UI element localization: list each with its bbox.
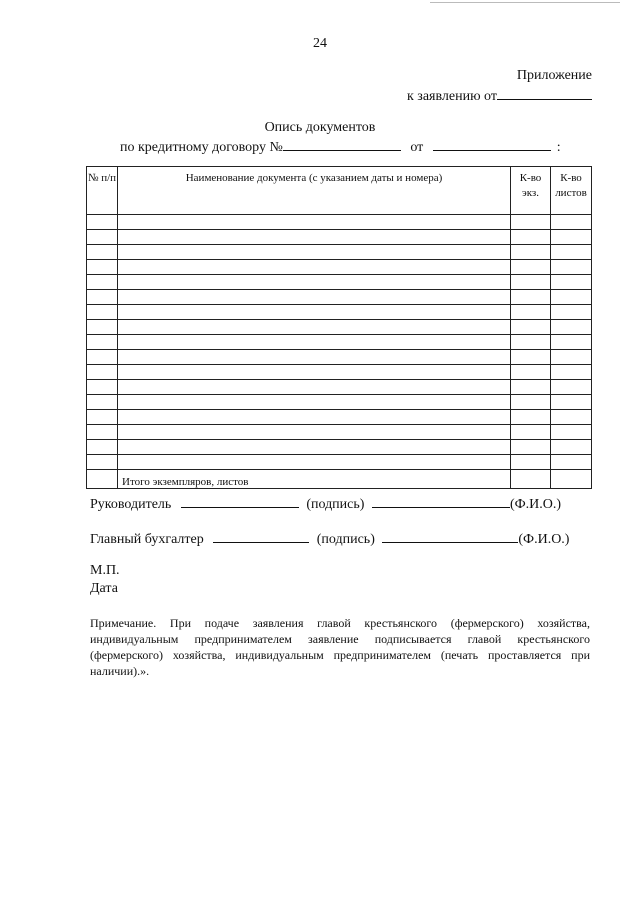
table-cell[interactable] — [118, 455, 511, 470]
table-cell[interactable] — [87, 245, 118, 260]
table-row — [87, 350, 592, 365]
table-cell[interactable] — [551, 455, 592, 470]
head-signature-field[interactable] — [181, 495, 299, 508]
table-cell[interactable] — [118, 425, 511, 440]
table-cell[interactable] — [87, 335, 118, 350]
table-row — [87, 215, 592, 230]
appendix-reference — [407, 87, 592, 105]
head-signature-caption: (подпись) — [306, 497, 365, 512]
accountant-label: Главный бухгалтер — [90, 532, 204, 547]
table-cell[interactable] — [511, 365, 551, 380]
table-cell[interactable] — [118, 290, 511, 305]
contract-date-field[interactable] — [433, 138, 551, 151]
table-cell[interactable] — [118, 305, 511, 320]
table-cell[interactable] — [118, 395, 511, 410]
table-cell[interactable] — [87, 230, 118, 245]
appendix-reference-text: к заявлению от — [407, 89, 497, 104]
table-row — [87, 380, 592, 395]
table-cell[interactable] — [551, 230, 592, 245]
table-cell[interactable] — [87, 395, 118, 410]
head-label: Руководитель — [90, 497, 172, 512]
table-cell[interactable] — [511, 260, 551, 275]
head-fio-caption: (Ф.И.О.) — [509, 497, 562, 512]
accountant-signature-field[interactable] — [213, 530, 309, 543]
accountant-fio-caption: (Ф.И.О.) — [518, 532, 570, 547]
page-number: 24 — [313, 36, 327, 51]
table-cell[interactable] — [511, 350, 551, 365]
table-cell[interactable] — [118, 230, 511, 245]
total-label: Итого экземпляров, листов — [118, 470, 511, 489]
total-row — [87, 470, 592, 489]
table-cell[interactable] — [551, 410, 592, 425]
table-cell[interactable] — [118, 365, 511, 380]
table-row — [87, 245, 592, 260]
contract-label: по кредитному договору № — [120, 140, 283, 155]
table-cell[interactable] — [118, 275, 511, 290]
table-cell[interactable] — [87, 380, 118, 395]
total-copies-cell[interactable] — [511, 470, 551, 489]
table-cell[interactable] — [511, 275, 551, 290]
table-cell[interactable] — [118, 260, 511, 275]
table-cell[interactable] — [511, 425, 551, 440]
table-cell[interactable] — [118, 245, 511, 260]
table-cell[interactable] — [118, 320, 511, 335]
table-row — [87, 305, 592, 320]
top-edge-line — [430, 2, 620, 3]
table-cell[interactable] — [511, 335, 551, 350]
document-subtitle — [120, 138, 561, 156]
table-cell[interactable] — [551, 290, 592, 305]
table-cell[interactable] — [511, 230, 551, 245]
table-cell[interactable] — [87, 440, 118, 455]
date-label: Дата — [90, 581, 118, 596]
table-cell[interactable] — [551, 380, 592, 395]
table-row — [87, 290, 592, 305]
accountant-signature-caption: (подпись) — [316, 532, 375, 547]
head-fio-field[interactable] — [372, 495, 510, 508]
table-cell[interactable] — [87, 425, 118, 440]
table-cell[interactable] — [551, 215, 592, 230]
table-cell[interactable] — [551, 320, 592, 335]
header-copies: К-во экз. — [511, 167, 551, 215]
header-document-name: Наименование документа (с указанием даты и номера) — [118, 167, 511, 215]
table-cell[interactable] — [511, 380, 551, 395]
table-row — [87, 320, 592, 335]
table-cell[interactable] — [87, 455, 118, 470]
table-row — [87, 335, 592, 350]
header-number: № п/п — [87, 167, 118, 215]
head-signature-line — [90, 495, 561, 513]
subtitle-colon: : — [556, 140, 561, 155]
application-date-field[interactable] — [497, 87, 592, 100]
table-cell[interactable] — [511, 410, 551, 425]
table-cell[interactable] — [511, 305, 551, 320]
document-title: Опись документов — [264, 120, 376, 135]
table-cell[interactable] — [118, 335, 511, 350]
header-sheets: К-во листов — [551, 167, 592, 215]
table-cell[interactable] — [551, 425, 592, 440]
total-number-cell — [87, 470, 118, 489]
table-cell[interactable] — [87, 410, 118, 425]
total-sheets-cell[interactable] — [551, 470, 592, 489]
stamp-label: М.П. — [90, 563, 120, 578]
table-cell[interactable] — [87, 215, 118, 230]
table-cell[interactable] — [551, 350, 592, 365]
table-cell[interactable] — [118, 440, 511, 455]
table-cell[interactable] — [87, 320, 118, 335]
table-cell[interactable] — [87, 275, 118, 290]
table-cell[interactable] — [87, 260, 118, 275]
table-cell[interactable] — [511, 395, 551, 410]
table-cell[interactable] — [551, 395, 592, 410]
table-cell[interactable] — [551, 335, 592, 350]
table-row — [87, 410, 592, 425]
table-row — [87, 260, 592, 275]
table-cell[interactable] — [551, 245, 592, 260]
table-cell[interactable] — [551, 305, 592, 320]
table-cell[interactable] — [511, 245, 551, 260]
contract-date-label: от — [410, 140, 424, 155]
table-cell[interactable] — [511, 320, 551, 335]
documents-table — [86, 166, 592, 489]
table-cell[interactable] — [511, 215, 551, 230]
table-cell[interactable] — [551, 365, 592, 380]
accountant-signature-line — [90, 530, 569, 548]
table-cell[interactable] — [118, 215, 511, 230]
table-cell[interactable] — [87, 350, 118, 365]
table-cell[interactable] — [511, 290, 551, 305]
appendix-label: Приложение — [516, 68, 592, 83]
table-row — [87, 395, 592, 410]
note-text: Примечание. При подаче заявления главой крестьянского (фермерского) хозяйства, индивидуальным предпринимателем заявление подписывается главой крестьянского (фермерского) хозяйства, индивидуальным предпринимателем (печать проставляется при наличии).». — [90, 616, 590, 678]
table-row — [87, 425, 592, 440]
contract-number-field[interactable] — [283, 138, 401, 151]
table-cell[interactable] — [118, 380, 511, 395]
table-row — [87, 230, 592, 245]
table-cell[interactable] — [87, 290, 118, 305]
table-row — [87, 365, 592, 380]
table-cell[interactable] — [118, 350, 511, 365]
table-cell[interactable] — [87, 305, 118, 320]
table-cell[interactable] — [511, 455, 551, 470]
accountant-fio-field[interactable] — [382, 530, 518, 543]
table-cell[interactable] — [551, 275, 592, 290]
table-cell[interactable] — [511, 440, 551, 455]
table-row — [87, 440, 592, 455]
table-cell[interactable] — [118, 410, 511, 425]
table-cell[interactable] — [87, 365, 118, 380]
table-row — [87, 275, 592, 290]
table-row — [87, 455, 592, 470]
table-cell[interactable] — [551, 440, 592, 455]
table-header-row — [87, 167, 592, 215]
table-cell[interactable] — [551, 260, 592, 275]
